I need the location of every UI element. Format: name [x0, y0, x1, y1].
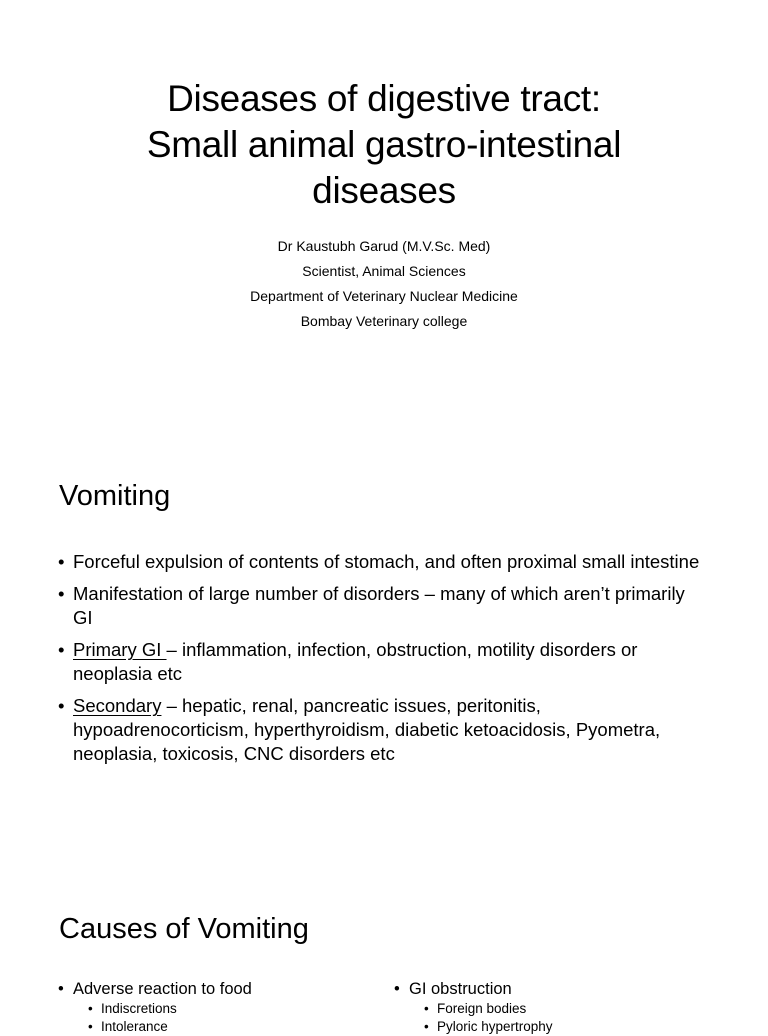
- cause-subitem: • Indiscretions: [88, 1000, 252, 1018]
- bullet-item: [58, 582, 708, 630]
- causes-heading: Causes of Vomiting: [59, 913, 309, 945]
- cause-item: [58, 978, 252, 1036]
- bullet-item: [58, 694, 708, 766]
- bullet-text: Manifestation of large number of disorders – many of which aren’t primarily GI: [73, 583, 685, 628]
- cause-subitems: [73, 1000, 252, 1036]
- vomiting-bullet-list: [58, 550, 708, 774]
- causes-column-right: [394, 978, 553, 1036]
- cause-label: Adverse reaction to food: [73, 980, 252, 998]
- cause-item: [394, 978, 553, 1036]
- author-name: Dr Kaustubh Garud (M.V.Sc. Med): [277, 238, 491, 254]
- title-line-3: diseases: [312, 170, 456, 211]
- title-slide: [0, 76, 768, 334]
- bullet-item: [58, 550, 708, 574]
- cause-subitem: • Foreign bodies: [424, 1000, 553, 1018]
- causes-column-left: [58, 978, 252, 1036]
- bullet-text: Forceful expulsion of contents of stomach, and often proximal small intestine: [73, 551, 700, 572]
- bullet-label-primary: Primary GI: [73, 639, 167, 660]
- bullet-text: – inflammation, infection, obstruction, motility disorders or neoplasia etc: [73, 639, 638, 684]
- cause-subitem: • Intolerance: [88, 1018, 252, 1036]
- cause-subitem: • Pyloric hypertrophy: [424, 1018, 553, 1036]
- cause-label: GI obstruction: [409, 980, 512, 998]
- cause-subitems: [409, 1000, 553, 1036]
- author-college: Bombay Veterinary college: [300, 313, 468, 329]
- title-line-2: Small animal gastro-intestinal: [146, 124, 622, 165]
- author-department: Department of Veterinary Nuclear Medicine: [250, 288, 518, 304]
- bullet-label-secondary: Secondary: [73, 695, 162, 716]
- bullet-text: – hepatic, renal, pancreatic issues, peritonitis, hypoadrenocorticism, hyperthyroidism, diabetic ketoacidosis, Pyometra, neoplasia, toxicosis, CNC disorders etc: [73, 695, 661, 764]
- title-line-1: Diseases of digestive tract:: [167, 78, 601, 119]
- author-role: Scientist, Animal Sciences: [302, 263, 466, 279]
- author-block: [0, 234, 768, 334]
- bullet-item: [58, 638, 708, 686]
- vomiting-heading: Vomiting: [59, 480, 171, 512]
